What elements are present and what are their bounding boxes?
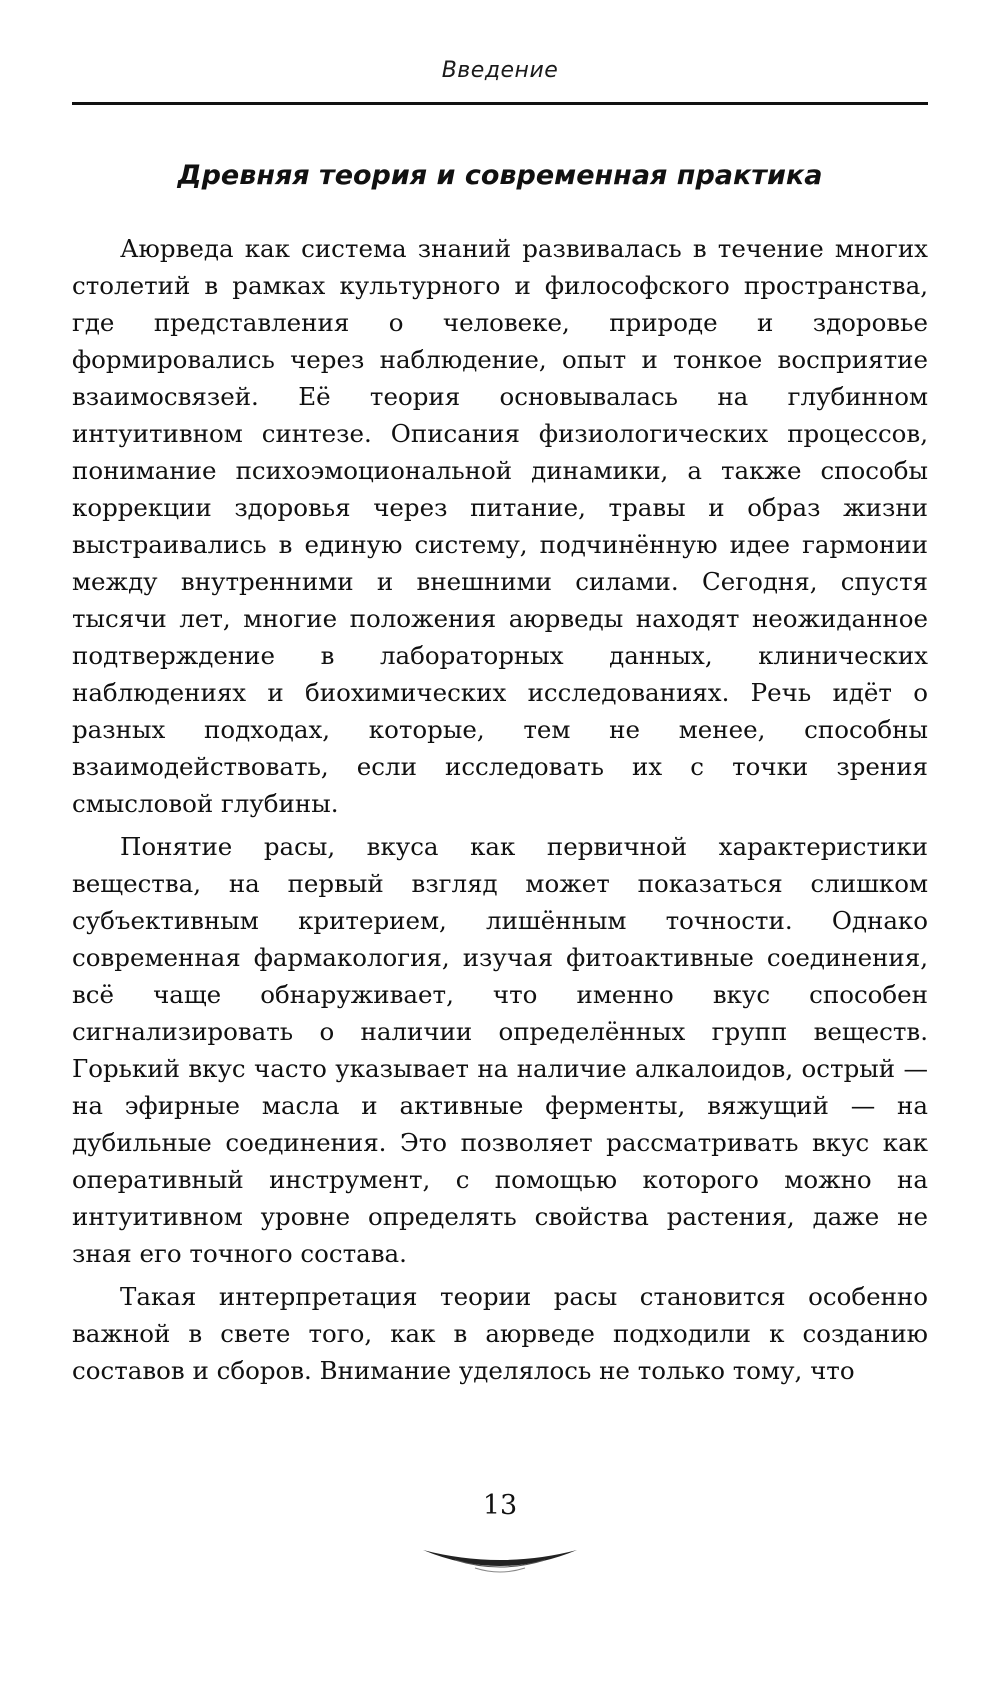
paragraph-1: Аюрведа как система знаний развивалась в течение многих столетий в рамках культурного и философского пространства, где представления о человеке, природе и здоровье формировались через наблюдение, опыт и тонкое восприятие взаимосвязей. Её теория основывалась на глубинном интуитивном синтезе. Описания физиологических процессов, понимание психоэмоциональной динамики, а также способы коррекции здоровья через питание, травы и образ жизни выстраивались в единую систему, подчинённую идее гармонии между внутренними и внешними силами. Сегодня, спустя тысячи лет, многие положения аюрведы находят неожиданное подтверждение в лабораторных данных, клинических наблюдениях и биохимических исследованиях. Речь идёт о разных подходах, которые, тем не менее, способны взаимодействовать, если исследовать их с точки зрения смысловой глубины. (72, 234, 928, 818)
paragraph-3: Такая интерпретация теории расы становится особенно важной в свете того, как в аюрведе подходили к созданию составов и сборов. Внимание уделялось не только тому, что (72, 1282, 928, 1385)
footer-ornament-icon (415, 1540, 585, 1580)
page-number: 13 (482, 1490, 518, 1521)
paragraph-2: Понятие расы, вкуса как первичной характеристики вещества, на первый взгляд может показаться слишком субъективным критерием, лишённым точности. Однако современная фармакология, изучая фитоактивные соединения, всё чаще обнаруживает, что именно вкус способен сигнализировать о наличии определённых групп веществ. Горький вкус часто указывает на наличие алкалоидов, острый — на эфирные масла и активные ферменты, вяжущий — на дубильные соединения. Это позволяет рассматривать вкус как оперативный инструмент, с помощью которого можно на интуитивном уровне определять свойства растения, даже не зная его точного состава. (72, 832, 928, 1268)
running-head: Введение (441, 58, 559, 83)
section-title: Древняя теория и современная практика (177, 160, 823, 191)
header-rule (72, 102, 928, 105)
body-text (72, 230, 928, 1395)
